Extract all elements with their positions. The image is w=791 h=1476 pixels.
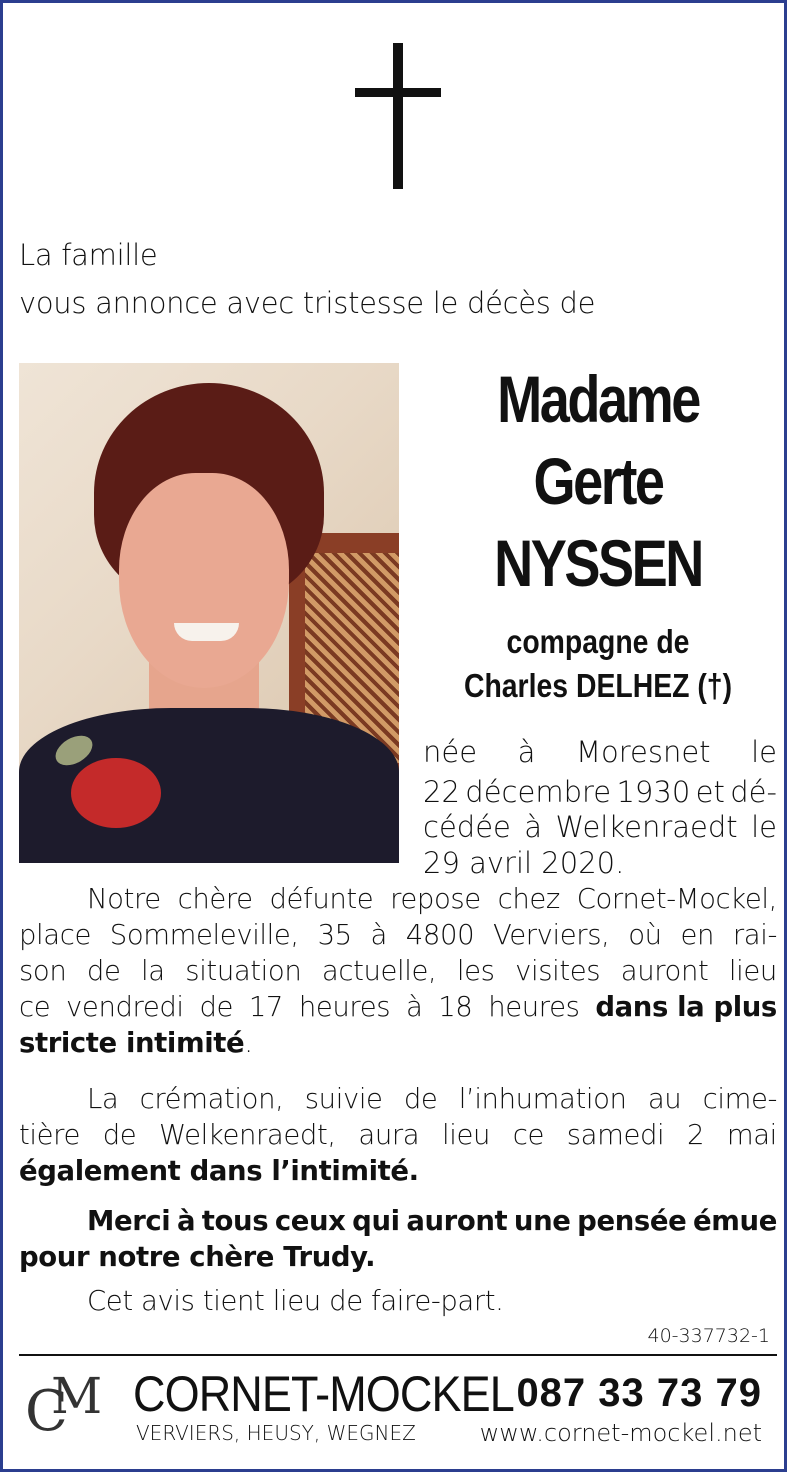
phone-number: 087 33 73 79 xyxy=(516,1371,762,1415)
birth-line-2: 22 décembre 1930 et dé- xyxy=(423,775,777,809)
birth-line-1: née à Moresnet le xyxy=(423,735,777,769)
birth-line-4: 29 avril 2020. xyxy=(423,846,625,880)
portrait-photo xyxy=(19,363,399,863)
companion-line-1: compagne de xyxy=(506,623,690,660)
divider xyxy=(19,1354,777,1356)
birth-line-3: cédée à Welkenraedt le xyxy=(423,810,777,844)
title-madame: Madame xyxy=(497,362,699,436)
paragraph-closing: Cet avis tient lieu de faire-part. xyxy=(87,1285,504,1317)
website-link[interactable]: www.cornet-mockel.net xyxy=(479,1419,762,1447)
intro-line-2: vous annonce avec tristesse le décès de xyxy=(19,286,596,320)
companion-line-2: Charles DELHEZ (†) xyxy=(463,667,733,704)
paragraph-cremation: La crémation, suivie de l’inhumation au cime- tière de Welkenraedt, aura lieu ce samedi 2 mai également dans l’intimité. xyxy=(19,1083,777,1187)
first-name: Gerte xyxy=(533,444,663,518)
company-locations: VERVIERS, HEUSY, WEGNEZ xyxy=(136,1421,416,1445)
paragraph-visit: Notre chère défunte repose chez Cornet-Mockel, place Sommeleville, 35 à 4800 Verviers, où en rai- son de la situation actuelle, les visites auront lieu ce vendredi de 17 heures à 18 heures dans la plus stricte intimité. xyxy=(19,883,777,1059)
reference-number: 40-337732-1 xyxy=(647,1325,770,1347)
cross-icon xyxy=(355,43,441,189)
intro-line-1: La famille xyxy=(19,238,158,272)
paragraph-thanks: Merci à tous ceux qui auront une pensée émue pour notre chère Trudy. xyxy=(19,1205,777,1273)
cornet-mockel-logo: C M xyxy=(25,1367,103,1444)
company-name: CORNET-MOCKEL xyxy=(133,1366,514,1422)
last-name: NYSSEN xyxy=(494,526,702,600)
